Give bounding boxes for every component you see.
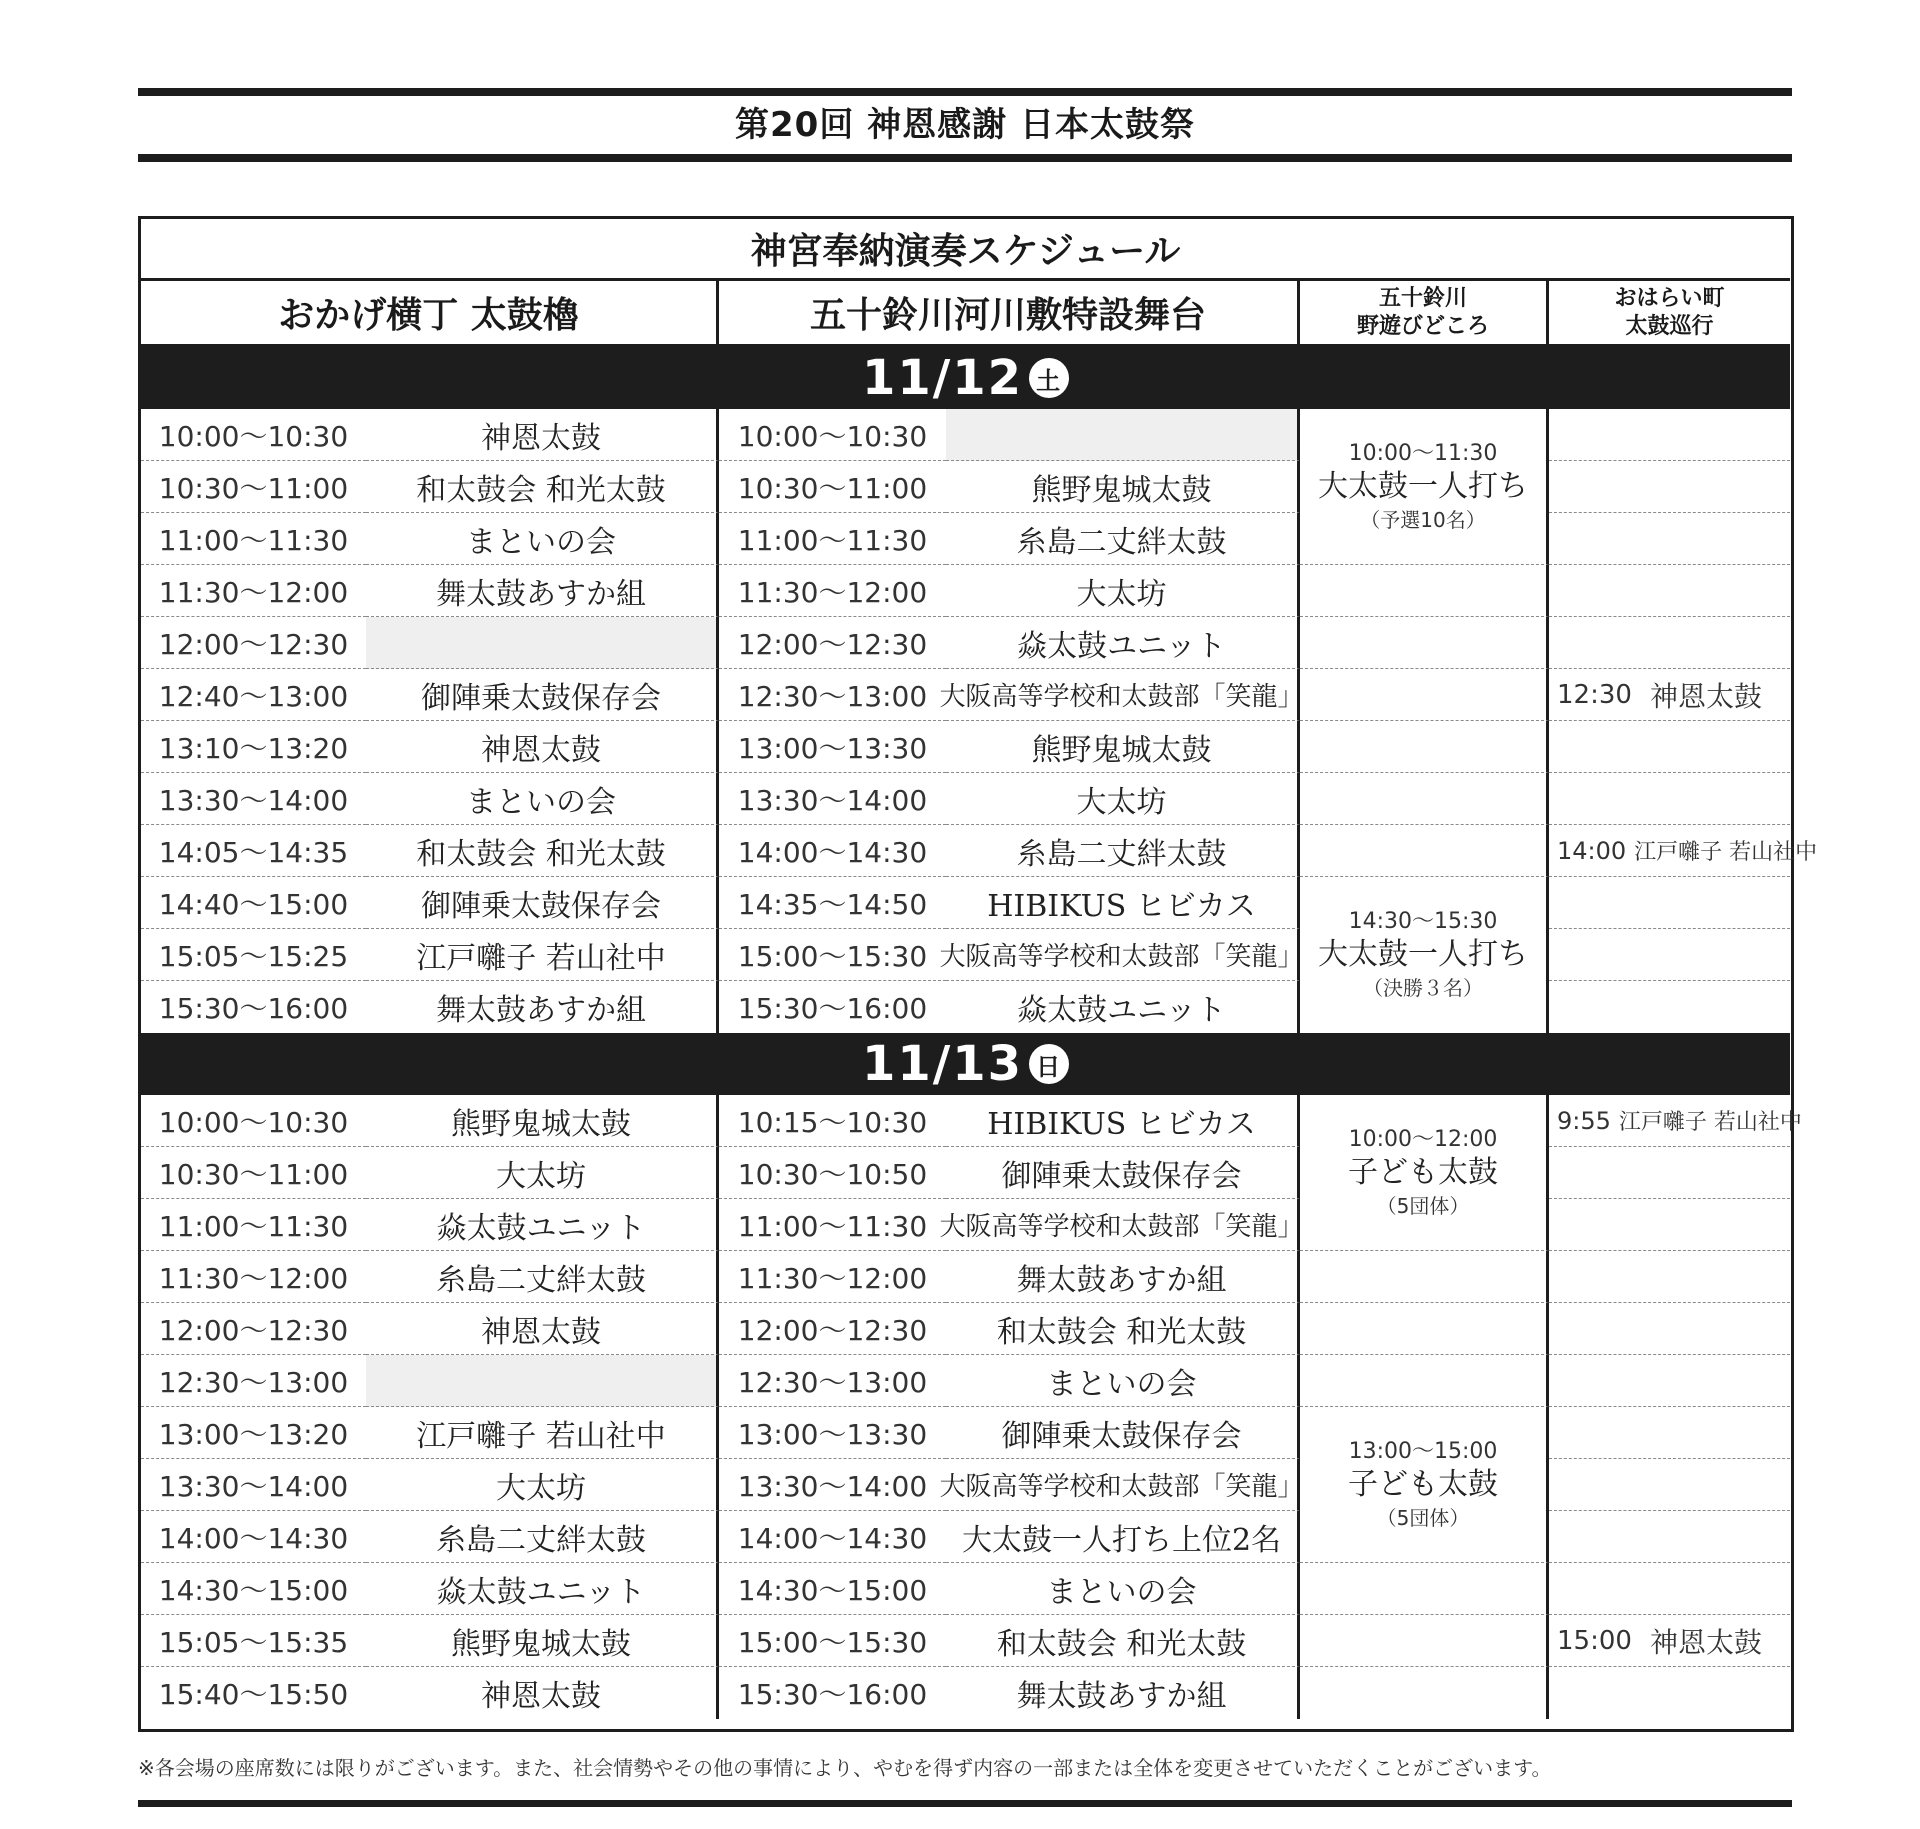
isuzu-performer: 大阪高等学校和太鼓部「笑龍」 <box>946 1199 1300 1251</box>
isuzu-time: 13:30〜14:00 <box>719 1459 946 1511</box>
okage-performer: 大太坊 <box>366 1459 719 1511</box>
oharai-empty <box>1549 877 1790 929</box>
isuzu-performer: 御陣乗太鼓保存会 <box>946 1407 1300 1459</box>
noasobi-sub: （5団体） <box>1376 1505 1470 1530</box>
isuzu-time: 11:30〜12:00 <box>719 565 946 617</box>
isuzu-performer: 舞太鼓あすか組 <box>946 1667 1300 1719</box>
okage-time: 12:40〜13:00 <box>141 669 366 721</box>
okage-performer: 江戸囃子 若山社中 <box>366 929 719 981</box>
okage-performer: まといの会 <box>366 773 719 825</box>
isuzu-performer: 大阪高等学校和太鼓部「笑龍」 <box>946 1459 1300 1511</box>
okage-time: 14:30〜15:00 <box>141 1563 366 1615</box>
isuzu-time: 13:30〜14:00 <box>719 773 946 825</box>
noasobi-empty <box>1300 773 1549 825</box>
isuzu-performer: HIBIKUS ヒビカス <box>946 877 1300 929</box>
isuzu-time: 12:00〜12:30 <box>719 1303 946 1355</box>
oharai-event: 江戸囃子 若山社中 <box>1618 1110 1802 1135</box>
venue-isuzu-stage: 五十鈴川河川敷特設舞台 <box>719 281 1300 347</box>
okage-time: 13:30〜14:00 <box>141 1459 366 1511</box>
isuzu-time: 13:00〜13:30 <box>719 721 946 773</box>
noasobi-empty <box>1300 1251 1549 1303</box>
okage-time: 11:30〜12:00 <box>141 565 366 617</box>
okage-performer: 糸島二丈絆太鼓 <box>366 1511 719 1563</box>
isuzu-performer: 和太鼓会 和光太鼓 <box>946 1615 1300 1667</box>
noasobi-time: 13:00〜15:00 <box>1348 1438 1498 1464</box>
noasobi-event-block <box>1300 877 1549 1033</box>
isuzu-time: 10:30〜10:50 <box>719 1147 946 1199</box>
venue-oharai-line1: おはらい町 <box>1614 285 1725 311</box>
oharai-entry <box>1549 669 1790 721</box>
noasobi-event-block <box>1300 1095 1549 1251</box>
noasobi-event: 子ども太鼓 <box>1348 1154 1498 1190</box>
oharai-empty <box>1549 773 1790 825</box>
isuzu-performer: 大阪高等学校和太鼓部「笑龍」 <box>946 929 1300 981</box>
isuzu-time: 14:00〜14:30 <box>719 825 946 877</box>
isuzu-performer: 糸島二丈絆太鼓 <box>946 513 1300 565</box>
okage-performer: 舞太鼓あすか組 <box>366 981 719 1033</box>
isuzu-performer: 大太坊 <box>946 773 1300 825</box>
isuzu-time: 15:00〜15:30 <box>719 1615 946 1667</box>
okage-time: 14:05〜14:35 <box>141 825 366 877</box>
isuzu-performer: HIBIKUS ヒビカス <box>946 1095 1300 1147</box>
isuzu-time: 13:00〜13:30 <box>719 1407 946 1459</box>
oharai-empty <box>1549 1667 1790 1719</box>
oharai-event: 神恩太鼓 <box>1649 679 1762 713</box>
okage-performer: 神恩太鼓 <box>366 1303 719 1355</box>
oharai-time: 15:00 <box>1557 1625 1632 1656</box>
isuzu-performer: 舞太鼓あすか組 <box>946 1251 1300 1303</box>
header <box>138 88 1792 162</box>
isuzu-performer: 和太鼓会 和光太鼓 <box>946 1303 1300 1355</box>
okage-time: 15:05〜15:35 <box>141 1615 366 1667</box>
okage-time: 10:30〜11:00 <box>141 461 366 513</box>
okage-performer: 和太鼓会 和光太鼓 <box>366 461 719 513</box>
isuzu-performer: まといの会 <box>946 1355 1300 1407</box>
isuzu-time: 15:30〜16:00 <box>737 1678 928 1711</box>
noasobi-empty <box>1300 565 1549 617</box>
title-rule <box>138 154 1792 162</box>
noasobi-time: 10:00〜11:30 <box>1348 440 1498 466</box>
okage-performer: 舞太鼓あすか組 <box>366 565 719 617</box>
okage-time: 15:30〜16:00 <box>158 992 349 1025</box>
okage-time: 11:30〜12:00 <box>141 1251 366 1303</box>
okage-time: 13:10〜13:20 <box>141 721 366 773</box>
isuzu-time: 14:00〜14:30 <box>719 1511 946 1563</box>
noasobi-empty <box>1300 1355 1549 1407</box>
isuzu-time: 11:00〜11:30 <box>719 1199 946 1251</box>
top-rule <box>138 88 1792 96</box>
noasobi-sub: （予選10名） <box>1360 507 1486 532</box>
okage-performer: 糸島二丈絆太鼓 <box>366 1251 719 1303</box>
oharai-empty <box>1549 461 1790 513</box>
okage-performer: 御陣乗太鼓保存会 <box>366 669 719 721</box>
isuzu-performer: 大太鼓一人打ち上位2名 <box>946 1511 1300 1563</box>
noasobi-empty <box>1300 669 1549 721</box>
isuzu-performer: 熊野鬼城太鼓 <box>946 721 1300 773</box>
okage-time: 13:30〜14:00 <box>141 773 366 825</box>
oharai-empty <box>1549 565 1790 617</box>
noasobi-event: 大太鼓一人打ち <box>1318 468 1528 504</box>
noasobi-event-block <box>1300 409 1549 565</box>
venue-okage: おかげ横丁 太鼓櫓 <box>141 281 719 347</box>
oharai-event: 江戸囃子 若山社中 <box>1634 840 1818 865</box>
noasobi-empty <box>1300 1563 1549 1615</box>
isuzu-time: 14:30〜15:00 <box>719 1563 946 1615</box>
isuzu-performer: 大太坊 <box>946 565 1300 617</box>
isuzu-performer: 焱太鼓ユニット <box>946 981 1300 1033</box>
oharai-empty <box>1549 1407 1790 1459</box>
okage-performer: 和太鼓会 和光太鼓 <box>366 825 719 877</box>
oharai-empty <box>1549 1251 1790 1303</box>
isuzu-time: 10:15〜10:30 <box>719 1095 946 1147</box>
oharai-entry <box>1549 1095 1802 1147</box>
okage-performer: 御陣乗太鼓保存会 <box>366 877 719 929</box>
okage-performer: 焱太鼓ユニット <box>366 1563 719 1615</box>
noasobi-event: 大太鼓一人打ち <box>1318 937 1528 972</box>
isuzu-time: 11:30〜12:00 <box>719 1251 946 1303</box>
isuzu-time: 15:30〜16:00 <box>737 992 928 1025</box>
date-label: 11/13 <box>861 1036 1024 1092</box>
oharai-empty <box>1549 409 1790 461</box>
noasobi-time: 10:00〜12:00 <box>1348 1126 1498 1152</box>
oharai-empty <box>1549 1303 1790 1355</box>
isuzu-time: 11:00〜11:30 <box>719 513 946 565</box>
okage-time: 14:00〜14:30 <box>141 1511 366 1563</box>
noasobi-empty <box>1300 1667 1549 1719</box>
isuzu-time: 15:00〜15:30 <box>719 929 946 981</box>
isuzu-performer: まといの会 <box>946 1563 1300 1615</box>
okage-time: 12:30〜13:00 <box>141 1355 366 1407</box>
isuzu-performer: 糸島二丈絆太鼓 <box>946 825 1300 877</box>
oharai-empty <box>1549 981 1790 1033</box>
oharai-empty <box>1549 1199 1790 1251</box>
noasobi-empty <box>1300 721 1549 773</box>
venue-noasobi-line1: 五十鈴川 <box>1378 285 1467 311</box>
oharai-time: 14:00 <box>1557 836 1627 865</box>
venue-oharai-line2: 太鼓巡行 <box>1625 313 1714 339</box>
okage-performer: 神恩太鼓 <box>366 409 719 461</box>
weekday-badge: 日 <box>1029 1044 1069 1084</box>
okage-time: 10:00〜10:30 <box>141 1095 366 1147</box>
schedule-table <box>138 216 1818 1732</box>
noasobi-sub: （決勝３名） <box>1363 976 1483 1000</box>
okage-performer: 焱太鼓ユニット <box>366 1199 719 1251</box>
oharai-empty <box>1549 617 1790 669</box>
oharai-empty <box>1549 1563 1790 1615</box>
oharai-empty <box>1549 929 1790 981</box>
noasobi-empty <box>1300 617 1549 669</box>
date-bar-day2 <box>141 1033 1790 1095</box>
okage-time: 15:40〜15:50 <box>158 1678 349 1711</box>
isuzu-time: 10:00〜10:30 <box>719 409 946 461</box>
isuzu-time: 12:30〜13:00 <box>719 1355 946 1407</box>
okage-time: 15:05〜15:25 <box>141 929 366 981</box>
noasobi-sub: （5団体） <box>1376 1193 1470 1218</box>
okage-performer: 神恩太鼓 <box>366 1667 719 1719</box>
okage-time: 11:00〜11:30 <box>141 1199 366 1251</box>
okage-performer <box>366 617 719 669</box>
noasobi-empty <box>1300 1303 1549 1355</box>
noasobi-empty <box>1300 1615 1549 1667</box>
okage-time: 13:00〜13:20 <box>141 1407 366 1459</box>
isuzu-performer: 御陣乗太鼓保存会 <box>946 1147 1300 1199</box>
oharai-event: 神恩太鼓 <box>1649 1625 1762 1659</box>
oharai-empty <box>1549 1511 1790 1563</box>
footnote: ※各会場の座席数には限りがございます。また、社会情勢やその他の事情により、やむを得ず内容の一部または全体を変更させていただくことがございます。 <box>138 1756 1552 1780</box>
oharai-time: 12:30 <box>1557 679 1632 710</box>
isuzu-performer: 熊野鬼城太鼓 <box>946 461 1300 513</box>
oharai-empty <box>1549 721 1790 773</box>
okage-performer: 神恩太鼓 <box>366 721 719 773</box>
venue-noasobi-line2: 野遊びどころ <box>1356 313 1489 339</box>
schedule-title: 神宮奉納演奏スケジュール <box>141 219 1790 281</box>
isuzu-time: 10:30〜11:00 <box>719 461 946 513</box>
oharai-empty <box>1549 513 1790 565</box>
page-title: 第20回 神恩感謝 日本太鼓祭 <box>735 105 1195 145</box>
okage-time: 11:00〜11:30 <box>141 513 366 565</box>
oharai-empty <box>1549 1147 1790 1199</box>
okage-time: 12:00〜12:30 <box>141 617 366 669</box>
okage-performer: 大太坊 <box>366 1147 719 1199</box>
weekday-badge: 土 <box>1029 358 1069 398</box>
venue-noasobi <box>1300 281 1549 347</box>
noasobi-event-block <box>1300 1407 1549 1563</box>
isuzu-performer <box>946 409 1300 461</box>
isuzu-performer: 焱太鼓ユニット <box>946 617 1300 669</box>
isuzu-time: 14:35〜14:50 <box>719 877 946 929</box>
okage-performer: まといの会 <box>366 513 719 565</box>
isuzu-time: 12:30〜13:00 <box>719 669 946 721</box>
okage-time: 10:00〜10:30 <box>141 409 366 461</box>
noasobi-time: 14:30〜15:30 <box>1348 909 1498 934</box>
okage-time: 12:00〜12:30 <box>141 1303 366 1355</box>
okage-time: 10:30〜11:00 <box>141 1147 366 1199</box>
isuzu-time: 12:00〜12:30 <box>719 617 946 669</box>
venue-oharai <box>1549 281 1790 347</box>
okage-time: 14:40〜15:00 <box>141 877 366 929</box>
noasobi-empty <box>1300 825 1549 877</box>
bottom-rule <box>138 1800 1792 1807</box>
oharai-empty <box>1549 1355 1790 1407</box>
oharai-entry <box>1549 1615 1790 1667</box>
date-bar-day1 <box>141 347 1790 409</box>
okage-performer: 熊野鬼城太鼓 <box>366 1095 719 1147</box>
okage-performer: 熊野鬼城太鼓 <box>366 1615 719 1667</box>
oharai-time: 9:55 <box>1557 1106 1611 1135</box>
noasobi-event: 子ども太鼓 <box>1348 1466 1498 1502</box>
okage-performer <box>366 1355 719 1407</box>
oharai-entry <box>1549 825 1818 877</box>
isuzu-performer: 大阪高等学校和太鼓部「笑龍」 <box>946 669 1300 721</box>
okage-performer: 江戸囃子 若山社中 <box>366 1407 719 1459</box>
oharai-empty <box>1549 1459 1790 1511</box>
date-label: 11/12 <box>861 350 1024 406</box>
